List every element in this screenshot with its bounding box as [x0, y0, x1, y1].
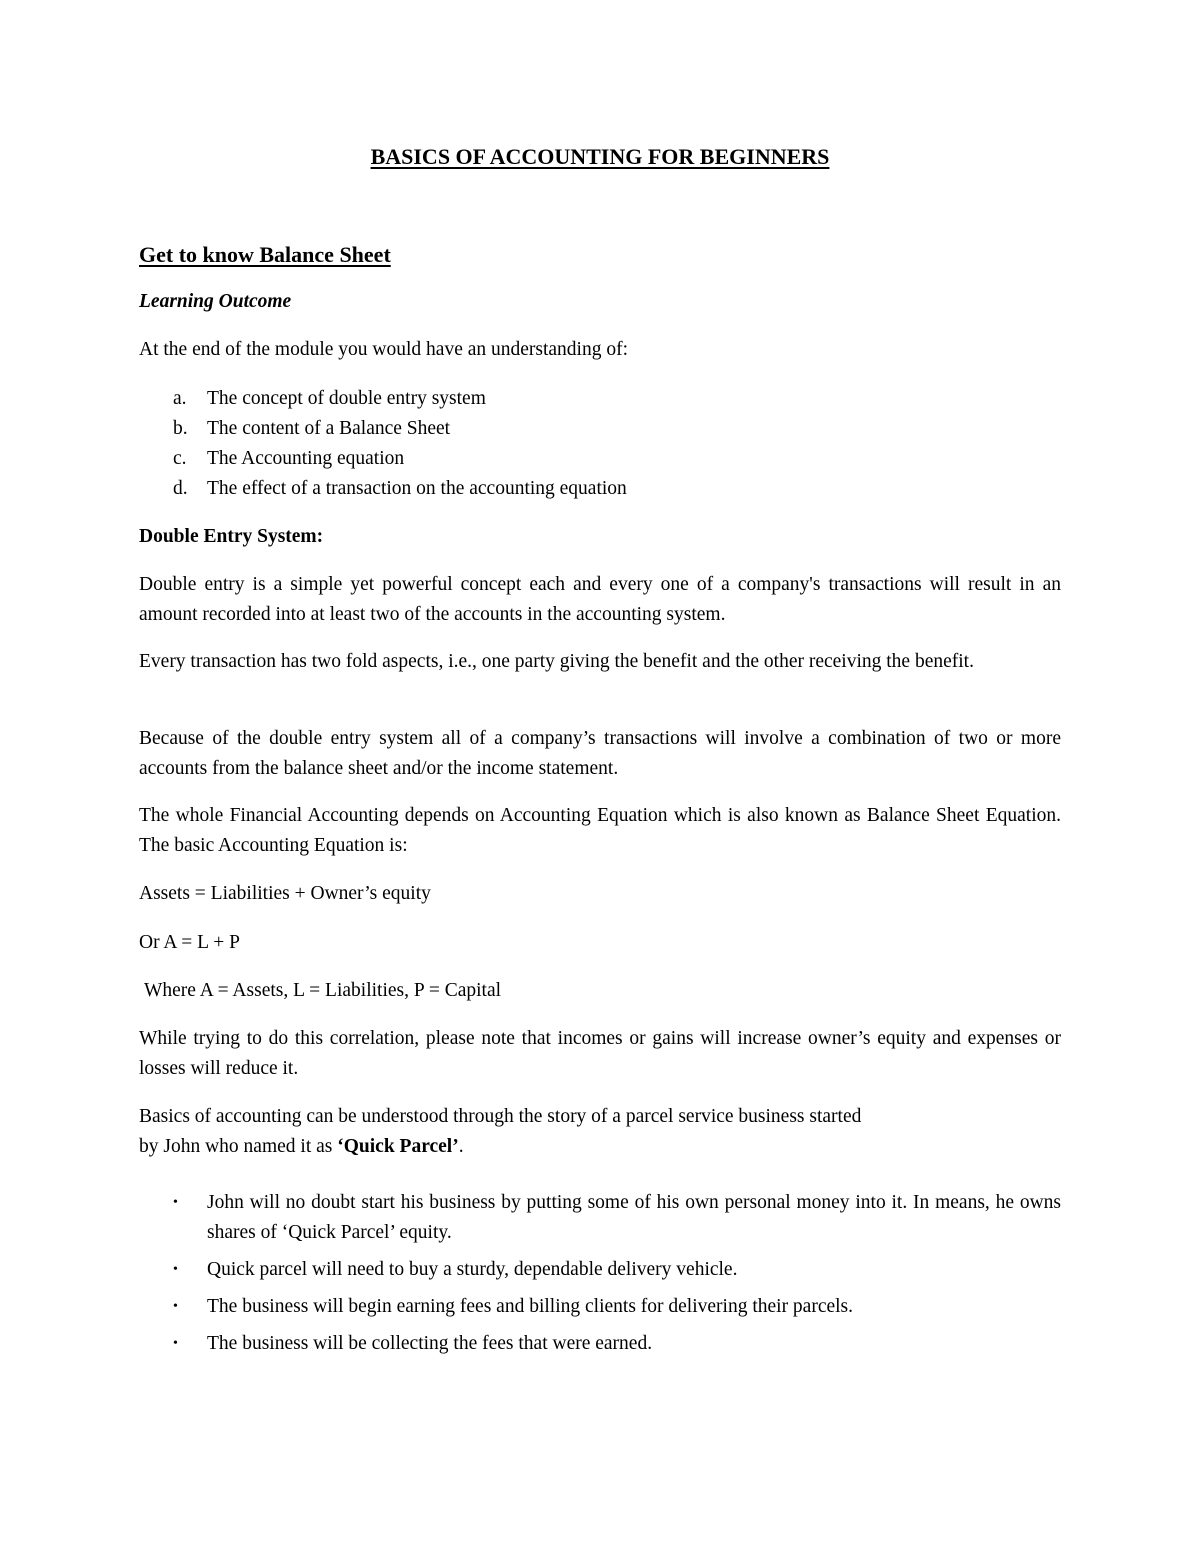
list-item-text: The concept of double entry system	[207, 388, 486, 409]
paragraph-double-entry: Double entry is a simple yet powerful concept each and every one of a company's transactions will result in an amount recorded into at least two of the accounts in the accounting system.	[139, 574, 1061, 625]
equation-line-3: Where A = Assets, L = Liabilities, P = Capital	[144, 980, 502, 1001]
outcome-list	[139, 384, 627, 504]
list-marker: c.	[173, 448, 187, 469]
paragraph-income-effect: While trying to do this correlation, please note that incomes or gains will increase owner’s equity and expenses or losses will reduce it.	[139, 1028, 1061, 1079]
paragraph-line	[139, 1132, 1061, 1162]
intro-paragraph: At the end of the module you would have an understanding of:	[139, 339, 629, 360]
list-item	[139, 1329, 1061, 1359]
learning-outcome-label: Learning Outcome	[139, 291, 292, 312]
bullet-icon: •	[173, 1195, 178, 1210]
section-heading: Get to know Balance Sheet	[139, 242, 391, 267]
list-item	[139, 384, 627, 414]
list-item	[139, 1255, 1061, 1285]
double-entry-heading: Double Entry System:	[139, 526, 324, 547]
list-item	[139, 444, 627, 474]
paragraph-accounting-equation: The whole Financial Accounting depends on Accounting Equation which is also known as Balance Sheet Equation. The basic Accounting Equation is:	[139, 805, 1061, 856]
equation-line-1: Assets = Liabilities + Owner’s equity	[139, 883, 431, 904]
paragraph-combination: Because of the double entry system all of a company’s transactions will involve a combination of two or more accounts from the balance sheet and/or the income statement.	[139, 728, 1061, 779]
list-item-text: John will no doubt start his business by putting some of his own personal money into it. In means, he owns shares of ‘Quick Parcel’ equity.	[207, 1192, 1061, 1243]
bullet-icon: •	[173, 1262, 178, 1277]
bullet-icon: •	[173, 1336, 178, 1351]
list-marker: d.	[173, 478, 188, 499]
paragraph-two-fold: Every transaction has two fold aspects, i.e., one party giving the benefit and the other receiving the benefit.	[139, 651, 974, 672]
list-item-text: The business will begin earning fees and billing clients for delivering their parcels.	[207, 1296, 854, 1317]
document-title: BASICS OF ACCOUNTING FOR BEGINNERS	[370, 144, 830, 169]
list-item-text: The content of a Balance Sheet	[207, 418, 451, 439]
text-run: by John who named it as	[139, 1136, 338, 1157]
list-item-text: The business will be collecting the fees that were earned.	[207, 1333, 653, 1354]
list-marker: b.	[173, 418, 188, 439]
list-item-text: Quick parcel will need to buy a sturdy, dependable delivery vehicle.	[207, 1259, 738, 1280]
list-item	[139, 1188, 1061, 1248]
equation-line-2: Or A = L + P	[139, 932, 240, 953]
list-item	[139, 414, 627, 444]
list-item-text: The effect of a transaction on the accounting equation	[207, 478, 627, 499]
list-item-text: The Accounting equation	[207, 448, 405, 469]
bullet-list	[139, 1188, 1061, 1366]
list-item	[139, 1292, 1061, 1322]
list-marker: a.	[173, 388, 187, 409]
paragraph-line: Basics of accounting can be understood through the story of a parcel service business started	[139, 1106, 862, 1127]
paragraph-quick-parcel	[139, 1102, 1061, 1162]
bullet-icon: •	[173, 1299, 178, 1314]
text-run: .	[458, 1136, 464, 1157]
list-item	[139, 474, 627, 504]
business-name: ‘Quick Parcel’	[337, 1136, 459, 1157]
